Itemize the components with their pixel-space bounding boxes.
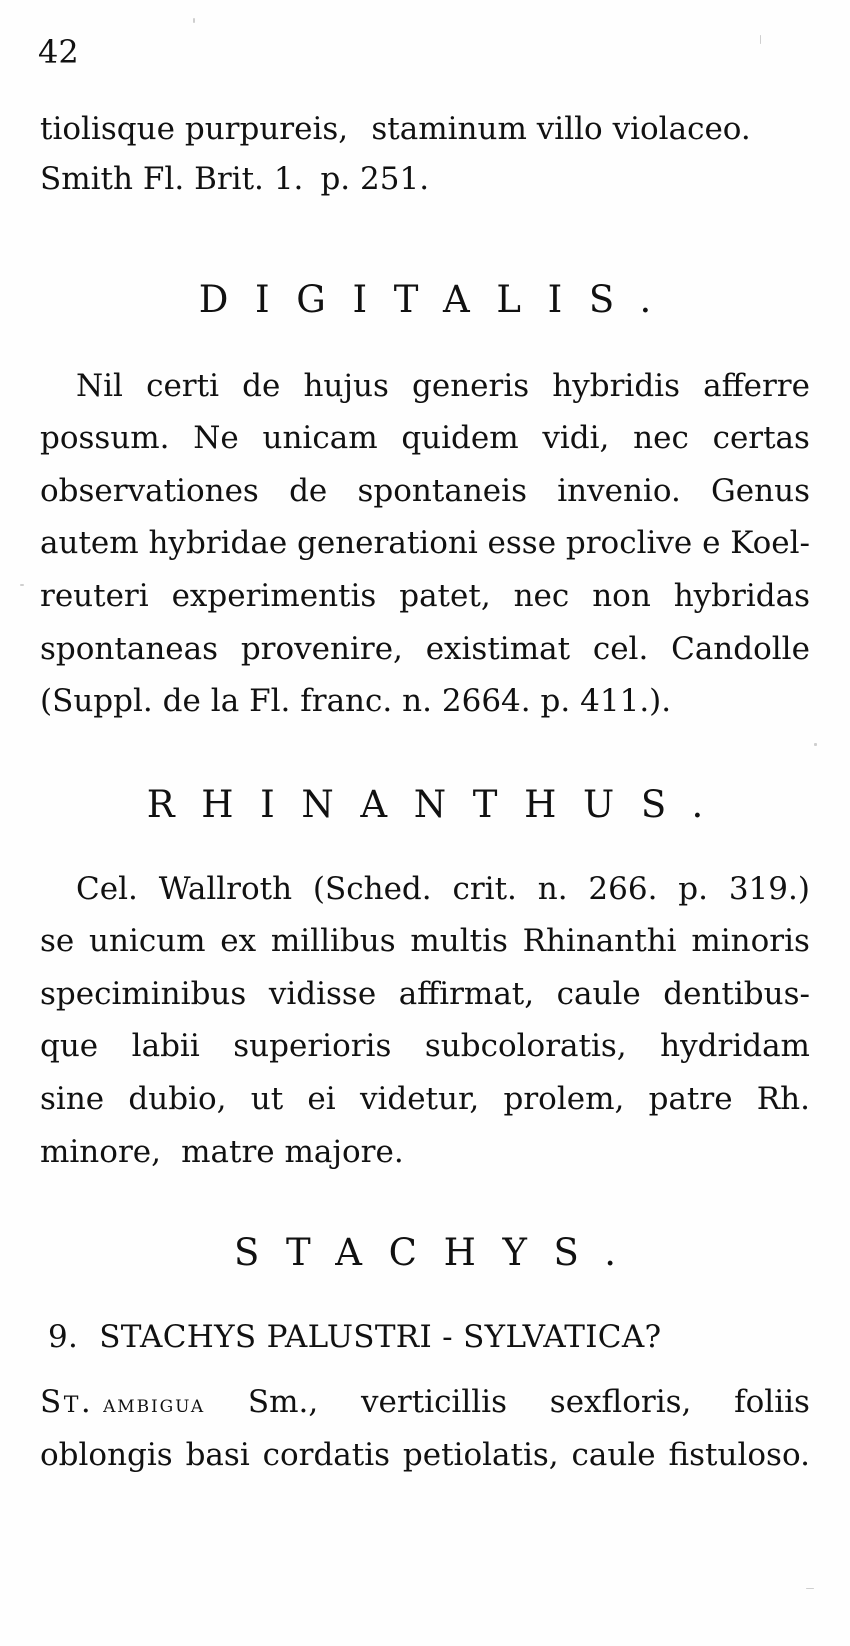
word: possum.: [40, 420, 170, 456]
word: de: [289, 473, 328, 509]
species-abbrev: St.: [40, 1384, 94, 1420]
word: minore,: [40, 1134, 161, 1170]
word: existimat: [425, 631, 571, 667]
word: vidisse: [268, 976, 377, 1012]
intro-line-1: [40, 110, 810, 148]
paper-speck: [193, 18, 195, 23]
word: franc.: [300, 683, 393, 719]
word: 411.).: [580, 683, 672, 719]
word: esse: [487, 525, 557, 561]
word: 2664.: [441, 683, 531, 719]
word: fistuloso.: [668, 1437, 810, 1473]
word: de: [162, 683, 201, 719]
word: p.: [320, 161, 351, 197]
word: prolem,: [503, 1081, 625, 1117]
rhinanthus-line-2: [40, 922, 810, 960]
rhinanthus-line-1: [76, 870, 810, 908]
word: Smith: [40, 161, 133, 197]
digitalis-line-6: [40, 630, 810, 668]
species-number: 9.: [48, 1319, 79, 1355]
word: superioris: [233, 1028, 392, 1064]
word: patre: [648, 1081, 733, 1117]
word: Cel.: [76, 871, 138, 907]
word: Fl.: [142, 161, 185, 197]
intro-line-2: [40, 160, 810, 198]
word: multis: [410, 923, 508, 959]
word: sine: [40, 1081, 105, 1117]
word: ex: [220, 923, 257, 959]
word: spontaneas: [40, 631, 219, 667]
word: observationes: [40, 473, 259, 509]
heading-digitalis: DIGITALIS.: [198, 278, 678, 321]
word: foliis: [734, 1384, 810, 1420]
word: ei: [307, 1081, 336, 1117]
word: villo: [536, 111, 603, 147]
word: se: [40, 923, 75, 959]
word: provenire,: [240, 631, 403, 667]
word: hujus: [303, 368, 389, 404]
word: proclive: [565, 525, 693, 561]
word: caule: [556, 976, 641, 1012]
word: la: [210, 683, 240, 719]
word: e: [702, 525, 721, 561]
word: minoris: [691, 923, 810, 959]
digitalis-line-7: [40, 682, 810, 720]
word: dubio,: [128, 1081, 227, 1117]
word: hybridae: [148, 525, 288, 561]
word: quidem: [401, 420, 519, 456]
word: autem: [40, 525, 139, 561]
stachys-line-1: [40, 1383, 810, 1423]
word: 319.): [728, 871, 810, 907]
word: 251.: [360, 161, 430, 197]
word: speciminibus: [40, 976, 247, 1012]
word: Rhinanthi: [522, 923, 677, 959]
word: petiolatis,: [402, 1437, 559, 1473]
rhinanthus-line-5: [40, 1080, 810, 1118]
word: caule: [571, 1437, 656, 1473]
species-name: ambigua: [103, 1390, 206, 1418]
stachys-line-2: [40, 1436, 810, 1474]
word: reuteri: [40, 578, 149, 614]
word: purpureis,: [184, 111, 349, 147]
heading-stachys: STACHYS.: [233, 1231, 643, 1274]
word: labii: [131, 1028, 200, 1064]
word: sexfloris,: [549, 1384, 692, 1420]
word: vidi,: [542, 420, 610, 456]
word: n.: [537, 871, 568, 907]
digitalis-line-3: [40, 472, 810, 510]
word: que: [40, 1028, 99, 1064]
word: 266.: [588, 871, 658, 907]
paper-speck: [814, 743, 817, 746]
word: millibus: [270, 923, 396, 959]
word: Sm.,: [247, 1384, 319, 1420]
digitalis-line-2: [40, 419, 810, 457]
word: dentibus-: [663, 976, 810, 1012]
species-subheading: [48, 1318, 808, 1356]
species-label: [40, 1383, 205, 1423]
word: unicum: [88, 923, 206, 959]
rhinanthus-line-3: [40, 975, 810, 1013]
word: spontaneis: [357, 473, 527, 509]
digitalis-line-4: [40, 524, 810, 562]
word: certas: [712, 420, 810, 456]
page-number: 42: [38, 33, 79, 71]
word: non: [592, 578, 651, 614]
word: cel.: [592, 631, 649, 667]
word: oblongis: [40, 1437, 173, 1473]
digitalis-line-5: [40, 577, 810, 615]
paper-speck: [20, 584, 24, 586]
word: 1.: [273, 161, 304, 197]
word: hydridam: [660, 1028, 810, 1064]
word: nec: [513, 578, 570, 614]
word: Fl.: [249, 683, 291, 719]
rhinanthus-line-6: [40, 1133, 810, 1171]
word: (Sched.: [312, 871, 432, 907]
word: nec: [633, 420, 689, 456]
word: basi: [185, 1437, 250, 1473]
word: staminum: [371, 111, 527, 147]
word: Ne: [193, 420, 239, 456]
word: p.: [678, 871, 708, 907]
word: ut: [250, 1081, 284, 1117]
species-title: STACHYS PALUSTRI - SYLVATICA?: [99, 1319, 662, 1355]
word: generationi: [297, 525, 478, 561]
word: Candolle: [671, 631, 810, 667]
word: de: [242, 368, 281, 404]
word: p.: [540, 683, 571, 719]
digitalis-line-1: [76, 367, 810, 405]
word: cordatis: [262, 1437, 391, 1473]
word: subcoloratis,: [424, 1028, 627, 1064]
word: Nil: [76, 368, 123, 404]
word: (Suppl.: [40, 683, 153, 719]
word: Brit.: [194, 161, 264, 197]
word: crit.: [452, 871, 517, 907]
word: certi: [146, 368, 219, 404]
word: affirmat,: [398, 976, 535, 1012]
rhinanthus-line-4: [40, 1027, 810, 1065]
word: n.: [402, 683, 432, 719]
heading-rhinanthus: RHINANTHUS.: [146, 783, 730, 826]
word: tiolisque: [40, 111, 175, 147]
word: generis: [412, 368, 530, 404]
word: afferre: [703, 368, 810, 404]
word: experimentis: [171, 578, 377, 614]
word: Rh.: [756, 1081, 810, 1117]
word: hybridas: [673, 578, 810, 614]
word: patet,: [399, 578, 491, 614]
word: invenio.: [557, 473, 681, 509]
paper-speck: [760, 35, 761, 44]
word: verticillis: [361, 1384, 507, 1420]
word: Koel-: [730, 525, 810, 561]
word: matre: [181, 1134, 275, 1170]
word: unicam: [262, 420, 378, 456]
word: videtur,: [359, 1081, 480, 1117]
word: hybridis: [552, 368, 681, 404]
paper-speck: [806, 1588, 814, 1589]
word: Wallroth: [158, 871, 293, 907]
word: violaceo.: [612, 111, 751, 147]
word: Genus: [711, 473, 810, 509]
word: majore.: [284, 1134, 404, 1170]
